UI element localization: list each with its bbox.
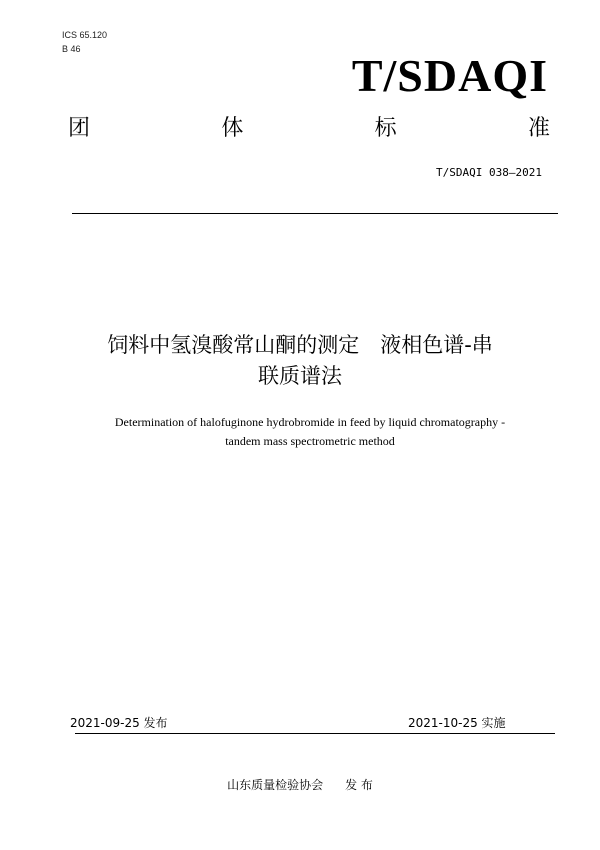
standard-kind-char: 标: [374, 116, 397, 141]
english-title-line1: Determination of halofuginone hydrobromide in feed by liquid chromatography -: [114, 415, 506, 429]
standard-kind-char: 团: [68, 116, 91, 141]
classification-codes: [62, 28, 107, 56]
publish-label: 发 布: [345, 778, 373, 792]
english-title: [80, 413, 540, 451]
english-title-line2: tandem mass spectrometric method: [225, 434, 395, 448]
ics-code: ICS 65.120: [62, 30, 108, 40]
publisher-line: [0, 776, 600, 794]
issue-date: 2021-09-25 发布: [70, 716, 168, 730]
chinese-title-line1: 饲料中氢溴酸常山酮的测定 液相色谱-串: [107, 333, 493, 357]
implement-date: 2021-10-25 实施: [408, 716, 506, 730]
standard-code: T/SDAQI 038—2021: [436, 166, 542, 179]
brand-logo-text: T/SDAQI: [351, 50, 548, 101]
standard-kind: [68, 114, 550, 144]
standard-kind-char: 体: [221, 116, 244, 141]
ccs-code: B 46: [62, 44, 81, 54]
bottom-divider: [75, 733, 555, 734]
chinese-title-line2: 联质谱法: [258, 364, 342, 388]
standard-kind-char: 准: [527, 116, 550, 141]
top-divider: [72, 213, 558, 214]
publisher-name: 山东质量检验协会: [227, 778, 324, 792]
chinese-title: [50, 330, 550, 392]
